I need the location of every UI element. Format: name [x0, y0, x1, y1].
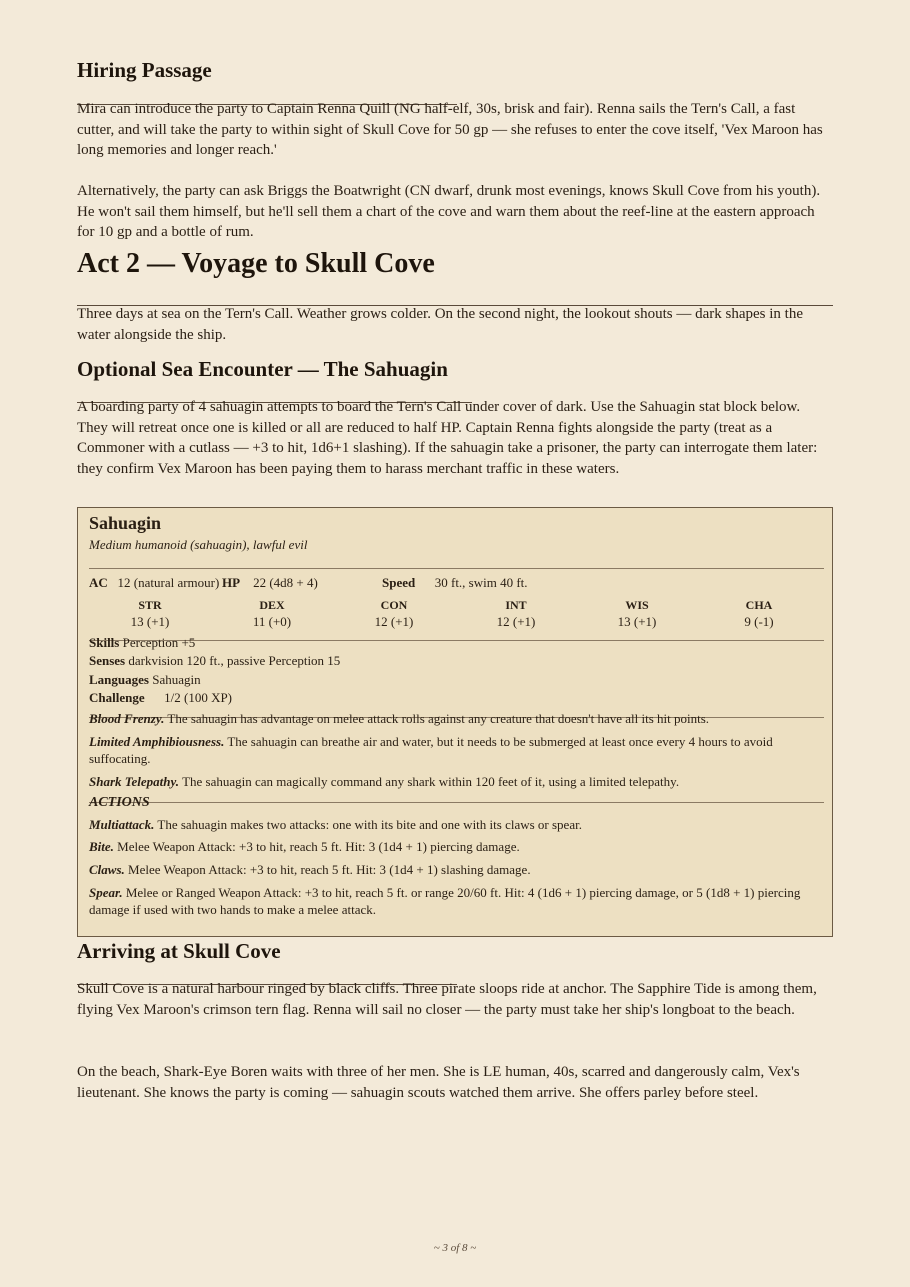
hit-points: HP 22 (4d8 + 4)	[222, 575, 318, 590]
act2-heading: Act 2 — Voyage to Skull Cove	[77, 248, 435, 279]
skills: Skills Perception +5	[89, 635, 196, 650]
languages: Languages Sahuagin	[89, 672, 201, 687]
ability-con-label: CON	[380, 598, 408, 612]
speed: Speed 30 ft., swim 40 ft.	[382, 575, 528, 590]
monster-name: Sahuagin	[89, 513, 162, 533]
hiring-passage-heading: Hiring Passage	[77, 58, 212, 82]
action-bite: Bite. Melee Weapon Attack: +3 to hit, reach 5 ft. Hit: 3 (1d4 + 1) piercing damage.	[89, 839, 520, 854]
ability-int-value: 12 (+1)	[496, 614, 536, 629]
ability-dex-label: DEX	[259, 598, 285, 612]
divider	[89, 802, 824, 803]
actions-heading: ACTIONS	[89, 795, 150, 810]
ability-cha-value: 9 (-1)	[744, 614, 774, 629]
ability-cha-label: CHA	[745, 598, 773, 612]
armor-class: AC 12 (natural armour)	[89, 575, 220, 590]
ability-str-label: STR	[138, 598, 162, 612]
hiring-paragraph-2: Alternatively, the party can ask Briggs the Boatwright (CN dwarf, drunk most evenings, knows Skull Cove from his youth). He won't sail them himself, but he'll sell them a chart of the cove and warn them about the reef-line at the eastern approach for 10 gp and a bottle of rum.	[77, 183, 821, 241]
monster-type: Medium humanoid (sahuagin), lawful evil	[89, 537, 308, 552]
arrival-paragraph-2: On the beach, Shark-Eye Boren waits with three of her men. She is LE human, 40s, scarred and dangerously calm, Vex's lieutenant. She knows the party is coming — sahuagin scouts watched them arrive. She offers parley before steel.	[77, 1064, 800, 1101]
trait-blood-frenzy: Blood Frenzy. The sahuagin has advantage on melee attack rolls against any creature that doesn't have all its hit points.	[89, 711, 710, 726]
hiring-paragraph-1: Mira can introduce the party to Captain Renna Quill (NG half-elf, 30s, brisk and fair). Renna sails the Tern's Call, a fast cutter, and will take the party to within sight of Skull Cove for 50 gp — she refuses to enter the cove itself, 'Vex Maroon has long memories and longer reach.'	[77, 101, 823, 159]
arrival-paragraph-1: Skull Cove is a natural harbour ringed by black cliffs. Three pirate sloops ride at anchor. The Sapphire Tide is among them, flying Vex Maroon's crimson tern flag. Renna will sail no closer — the party must take her ship's longboat to the beach.	[77, 981, 817, 1018]
arrival-heading: Arriving at Skull Cove	[77, 939, 281, 963]
encounter-paragraph: A boarding party of 4 sahuagin attempts to board the Tern's Call under cover of dark. Use the Sahuagin stat block below. They will retreat once one is killed or all are reduced to half HP. Captain Renna fights alongside the party (treat as a Commoner with a cutlass — +3 to hit, 1d6+1 slashing). If the sahuagin take a prisoner, the party can interrogate them later: they confirm Vex Maroon has been paying them to harass merchant traffic in these waters.	[77, 399, 818, 477]
action-multiattack: Multiattack. The sahuagin makes two attacks: one with its bite and one with its claws or spear.	[89, 817, 582, 832]
senses: Senses darkvision 120 ft., passive Perception 15	[89, 653, 341, 668]
action-spear: Spear. Melee or Ranged Weapon Attack: +3 to hit, reach 5 ft. or range 20/60 ft. Hit: 4 (1d6 + 1) piercing damage, or 5 (1d8 + 1) piercing damage if used with two hands to make a melee attack.	[89, 885, 801, 917]
divider	[89, 568, 824, 569]
encounter-heading: Optional Sea Encounter — The Sahuagin	[77, 357, 448, 381]
ability-con-value: 12 (+1)	[374, 614, 414, 629]
ability-wis-label: WIS	[625, 598, 649, 612]
ability-wis-value: 13 (+1)	[617, 614, 657, 629]
challenge: Challenge 1/2 (100 XP)	[89, 690, 233, 705]
ability-str-value: 13 (+1)	[130, 614, 170, 629]
page-number: ~ 3 of 8 ~	[433, 1242, 477, 1254]
ability-int-label: INT	[505, 598, 527, 612]
trait-shark-telepathy: Shark Telepathy. The sahuagin can magically command any shark within 120 feet of it, using a limited telepathy.	[89, 774, 680, 789]
ability-dex-value: 11 (+0)	[252, 614, 292, 629]
act2-paragraph-1: Three days at sea on the Tern's Call. Weather grows colder. On the second night, the lookout shouts — dark shapes in the water alongside the ship.	[77, 306, 803, 343]
action-claws: Claws. Melee Weapon Attack: +3 to hit, reach 5 ft. Hit: 3 (1d4 + 1) slashing damage.	[89, 862, 531, 877]
sahuagin-stat-block	[77, 507, 833, 937]
divider	[89, 640, 824, 641]
trait-limited-amphibiousness: Limited Amphibiousness. The sahuagin can breathe air and water, but it needs to be submerged at least once every 4 hours to avoid suffocating.	[89, 734, 773, 766]
